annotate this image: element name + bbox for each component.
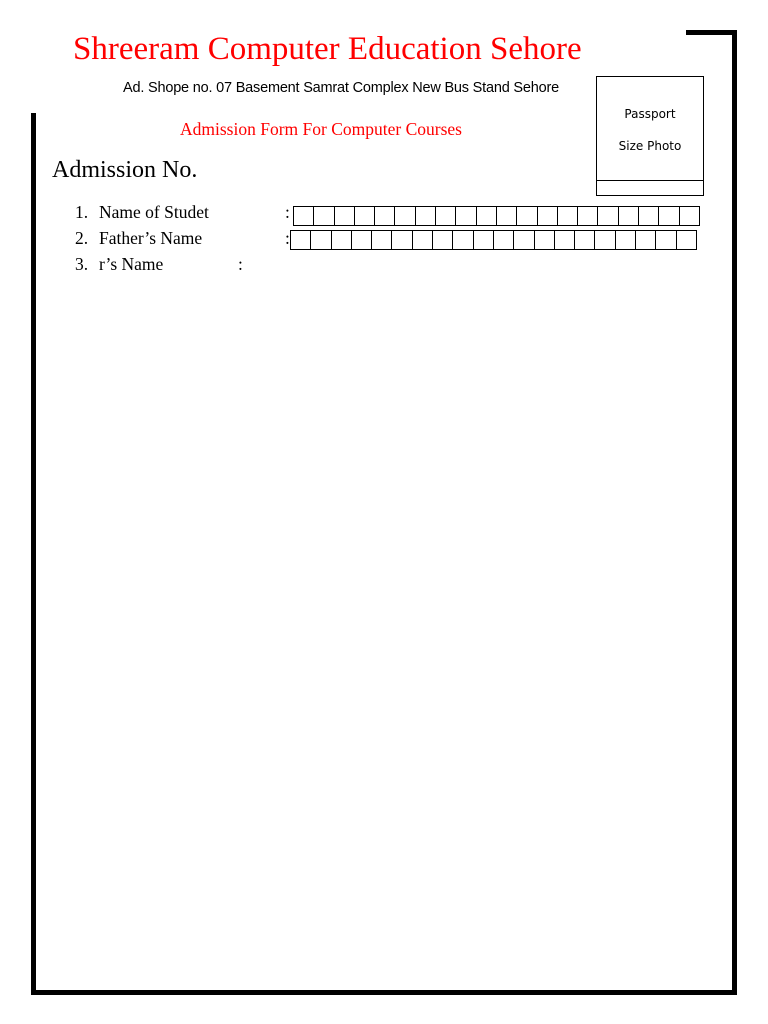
- char-input-cell[interactable]: [334, 206, 354, 226]
- photo-label-line1: Passport: [624, 107, 676, 121]
- field-colon: :: [238, 254, 243, 274]
- passport-photo-box[interactable]: [596, 76, 704, 196]
- field-label-father-name: [75, 228, 202, 249]
- char-input-cell[interactable]: [635, 230, 655, 250]
- field-number: 1.: [75, 202, 89, 222]
- char-input-cell[interactable]: [432, 230, 452, 250]
- field-label-text: Name of Studet: [99, 202, 209, 222]
- char-input-cell[interactable]: [394, 206, 414, 226]
- char-input-cell[interactable]: [537, 206, 557, 226]
- field-label-other-name: [75, 254, 163, 275]
- char-input-cell[interactable]: [679, 206, 699, 226]
- char-input-cell[interactable]: [676, 230, 696, 250]
- char-input-cell[interactable]: [290, 230, 310, 250]
- char-input-cell[interactable]: [655, 230, 675, 250]
- char-input-cell[interactable]: [313, 206, 333, 226]
- char-input-cell[interactable]: [331, 230, 351, 250]
- photo-label-line2: Size Photo: [618, 139, 682, 153]
- page-border-left: [31, 113, 36, 995]
- char-input-cell[interactable]: [351, 230, 371, 250]
- student-name-input-cells[interactable]: [293, 206, 700, 226]
- char-input-cell[interactable]: [594, 230, 614, 250]
- char-input-cell[interactable]: [293, 206, 313, 226]
- institute-title: Shreeram Computer Education Sehore: [73, 31, 582, 67]
- char-input-cell[interactable]: [638, 206, 658, 226]
- char-input-cell[interactable]: [452, 230, 472, 250]
- field-colon: :: [285, 202, 290, 222]
- char-input-cell[interactable]: [615, 230, 635, 250]
- char-input-cell[interactable]: [435, 206, 455, 226]
- char-input-cell[interactable]: [557, 206, 577, 226]
- char-input-cell[interactable]: [597, 206, 617, 226]
- char-input-cell[interactable]: [354, 206, 374, 226]
- char-input-cell[interactable]: [574, 230, 594, 250]
- field-number: 2.: [75, 228, 89, 248]
- admission-number-label: Admission No.: [52, 157, 198, 183]
- char-input-cell[interactable]: [371, 230, 391, 250]
- form-subtitle: Admission Form For Computer Courses: [180, 119, 462, 139]
- char-input-cell[interactable]: [412, 230, 432, 250]
- char-input-cell[interactable]: [618, 206, 638, 226]
- char-input-cell[interactable]: [577, 206, 597, 226]
- char-input-cell[interactable]: [513, 230, 533, 250]
- photo-divider: [597, 180, 703, 181]
- char-input-cell[interactable]: [374, 206, 394, 226]
- field-label-text: Father’s Name: [99, 228, 203, 248]
- char-input-cell[interactable]: [658, 206, 678, 226]
- page-border-top: [686, 30, 737, 35]
- page-border-right: [732, 30, 737, 995]
- char-input-cell[interactable]: [534, 230, 554, 250]
- char-input-cell[interactable]: [516, 206, 536, 226]
- char-input-cell[interactable]: [415, 206, 435, 226]
- char-input-cell[interactable]: [554, 230, 574, 250]
- field-number: 3.: [75, 254, 89, 274]
- char-input-cell[interactable]: [473, 230, 493, 250]
- char-input-cell[interactable]: [455, 206, 475, 226]
- field-label-student-name: [75, 202, 209, 223]
- field-label-text: r’s Name: [99, 254, 164, 274]
- field-colon: :: [285, 228, 290, 248]
- father-name-input-cells[interactable]: [290, 230, 697, 250]
- char-input-cell[interactable]: [493, 230, 513, 250]
- page-border-bottom: [31, 990, 737, 995]
- char-input-cell[interactable]: [496, 206, 516, 226]
- char-input-cell[interactable]: [476, 206, 496, 226]
- char-input-cell[interactable]: [391, 230, 411, 250]
- char-input-cell[interactable]: [310, 230, 330, 250]
- institute-address: Ad. Shope no. 07 Basement Samrat Complex New Bus Stand Sehore: [123, 80, 559, 96]
